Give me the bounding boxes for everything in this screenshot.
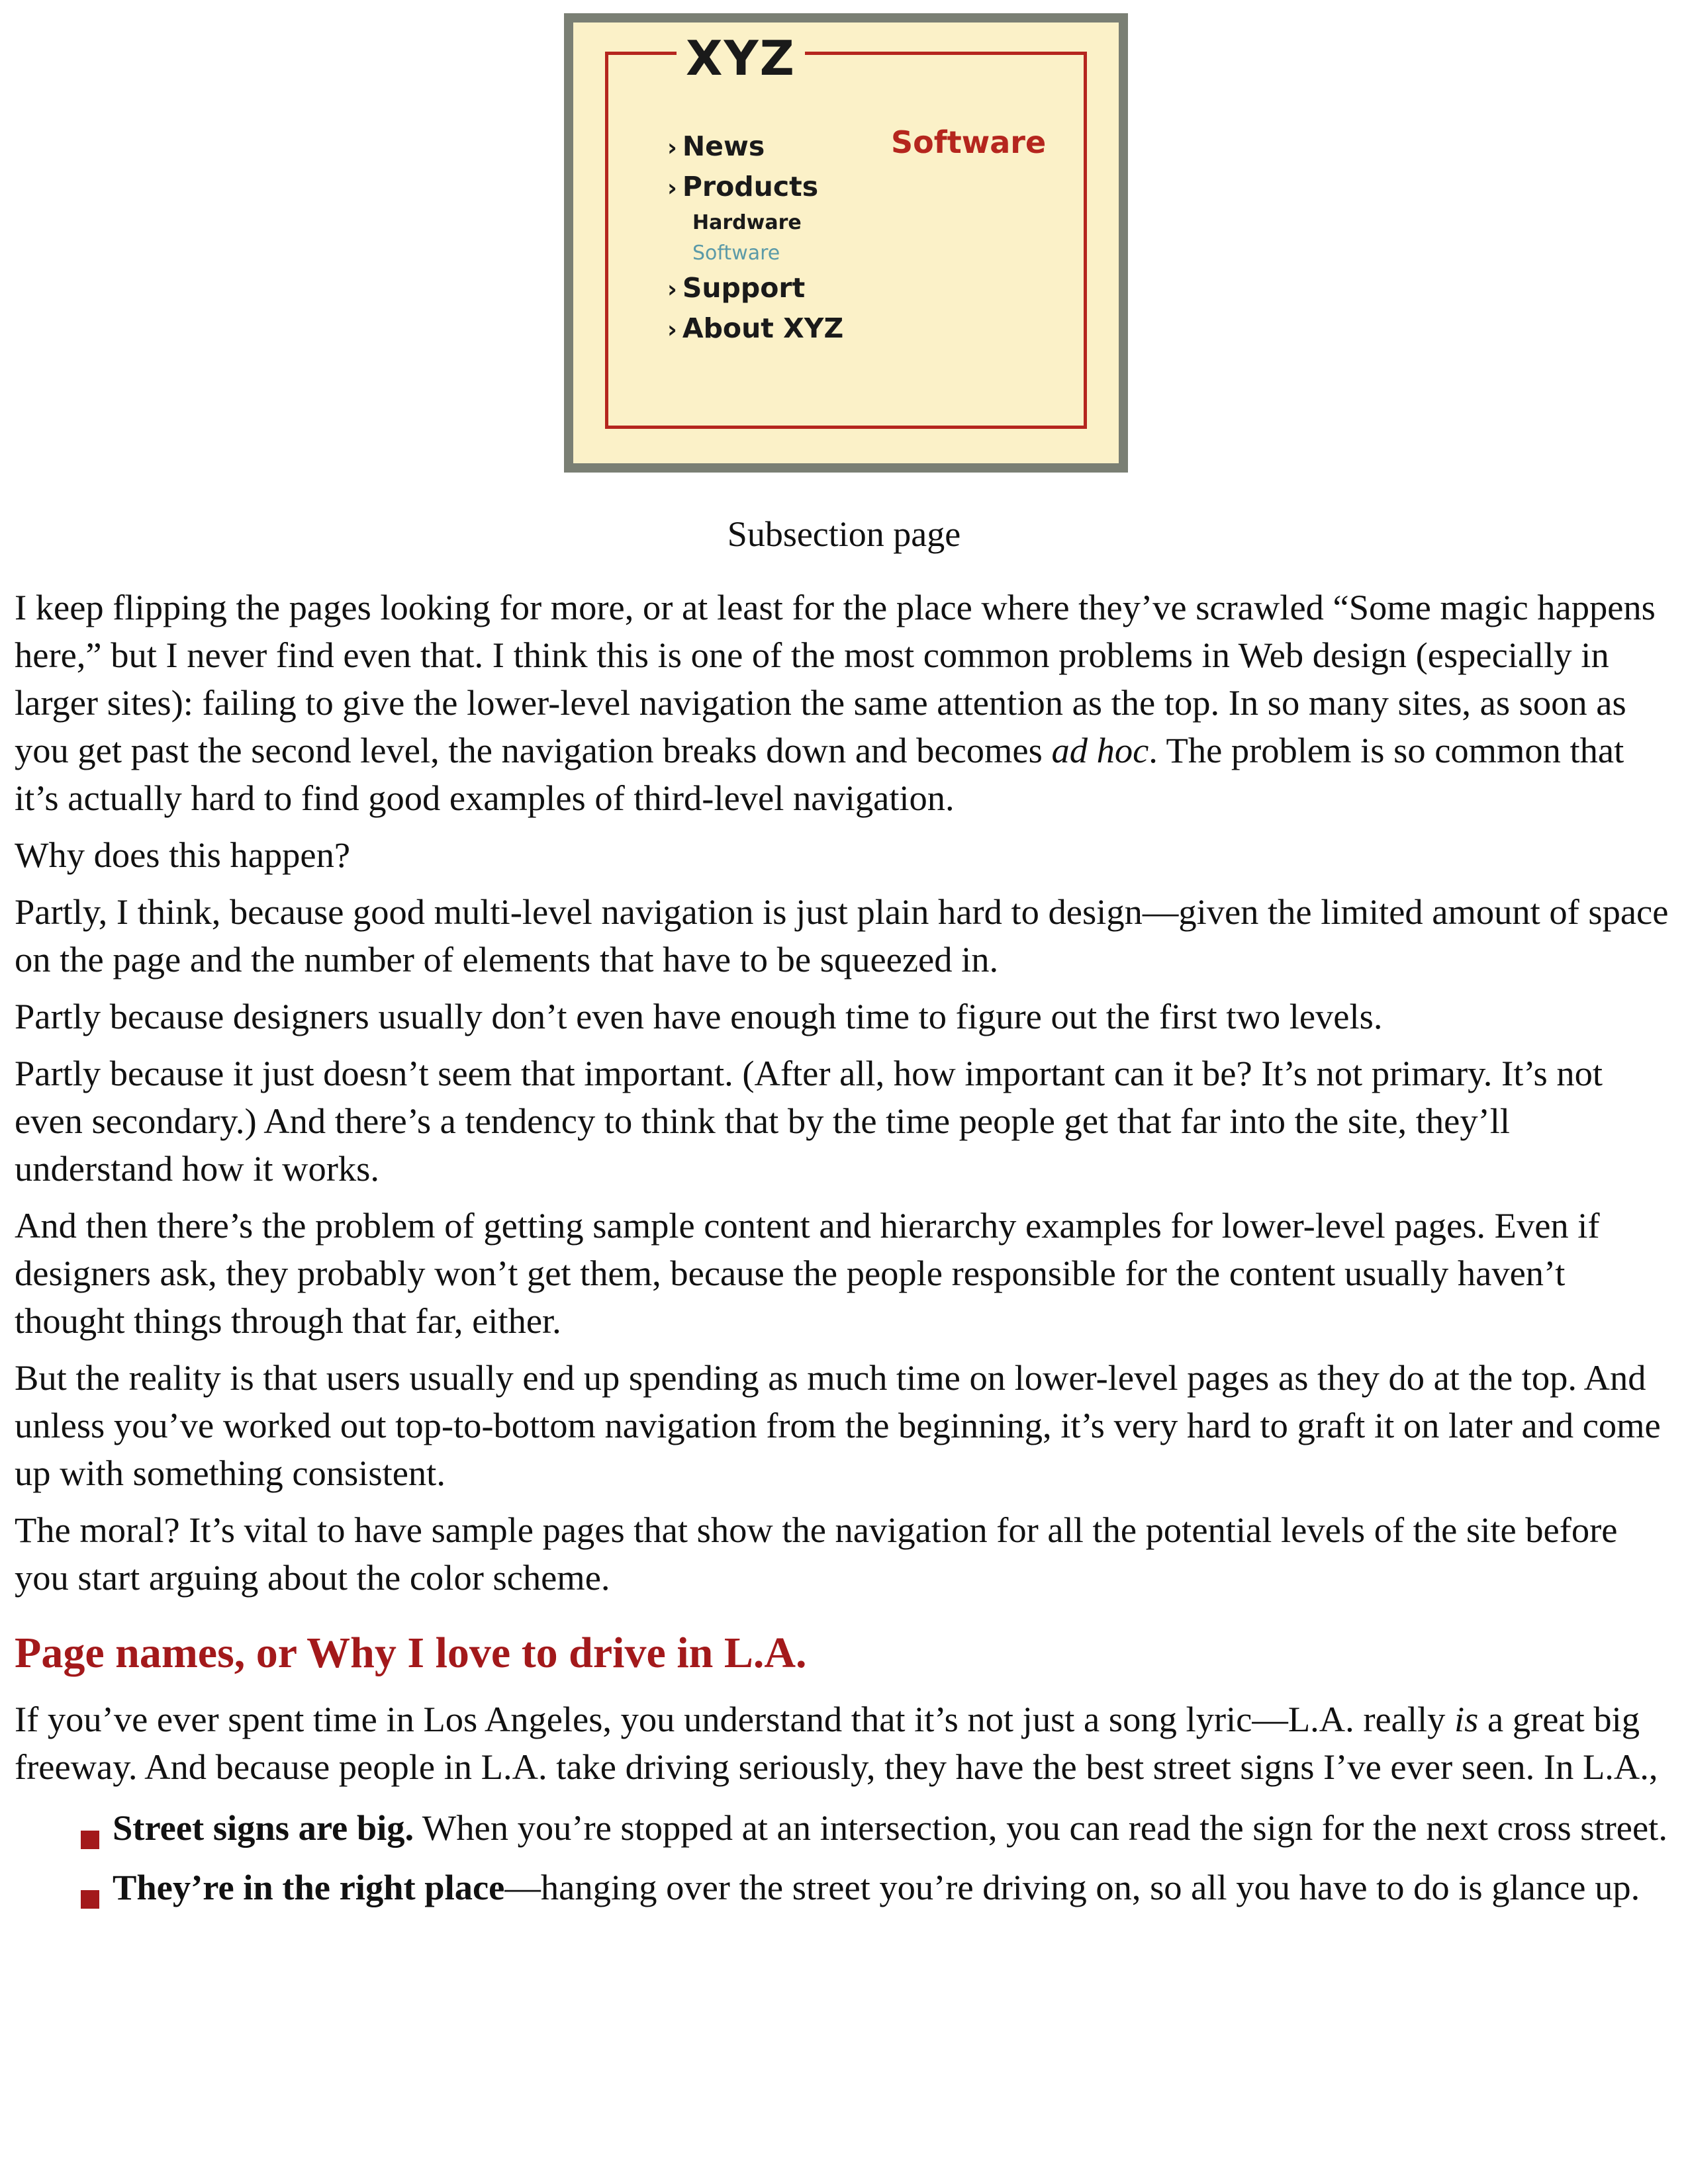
figure-nav — [667, 127, 843, 349]
figure-subsection-page — [564, 13, 1128, 473]
text-run: I keep flipping the pages looking for more, or at least for the place where they’ve scrawled “Some magic happens here,” but I never find even that. I think this is one of the most common problems in Web design (especially in larger sites): failing to give the lower-level navigation the same attention as the top. In so many sites, as soon as you get past the second level, the navigation breaks down and becomes — [15, 587, 1656, 770]
chevron-right-icon: › — [667, 175, 677, 202]
nav-label: News — [682, 130, 765, 162]
emphasis-text: is — [1454, 1699, 1479, 1739]
figure-page-heading: Software — [891, 124, 1047, 160]
paragraph: But the reality is that users usually end up spending as much time on lower-level pages as they do at the top. And unless you’ve worked out top-to-bottom navigation from the beginning, it’s very hard to graft it on later and come up with something consistent. — [15, 1357, 1661, 1493]
chevron-right-icon: › — [667, 316, 677, 343]
nav-label: Support — [682, 272, 806, 304]
nav-label: Products — [682, 171, 819, 203]
nav-item-news — [667, 127, 843, 167]
paragraph: The moral? It’s vital to have sample pages that show the navigation for all the potential levels of the site before you start arguing about the color scheme. — [15, 1510, 1618, 1598]
chevron-right-icon: › — [667, 134, 677, 161]
bullet-text: When you’re stopped at an intersection, you can read the sign for the next cross street. — [414, 1807, 1667, 1848]
nav-item-support — [667, 269, 843, 309]
xyz-logo: XYZ — [677, 34, 805, 82]
bullet-lead: Street signs are big. — [113, 1807, 414, 1848]
list-item — [15, 1804, 1669, 1852]
section-heading: Page names, or Why I love to drive in L.A. — [15, 1629, 807, 1677]
subnav-item-hardware: Hardware — [692, 211, 802, 234]
bullet-lead: They’re in the right place — [113, 1867, 505, 1907]
nav-label: About XYZ — [682, 312, 844, 344]
bullet-list — [15, 1804, 1669, 1911]
text-run: . The problem is so common that it’s actually hard to find good examples of third-level navigation. — [15, 730, 1624, 818]
figure-caption: Subsection page — [727, 514, 961, 554]
emphasis-text: ad hoc — [1051, 730, 1149, 770]
paragraph: Partly, I think, because good multi-level navigation is just plain hard to design—given the limited amount of space on the page and the number of elements that have to be squeezed in. — [15, 891, 1669, 979]
paragraph — [15, 1696, 1669, 1791]
body-text — [15, 584, 1669, 1923]
square-bullet-icon — [81, 1890, 99, 1909]
chevron-right-icon: › — [667, 276, 677, 303]
bullet-text: —hanging over the street you’re driving on, so all you have to do is glance up. — [504, 1867, 1640, 1907]
nav-item-about — [667, 309, 843, 349]
nav-item-products — [667, 167, 843, 208]
list-item — [15, 1864, 1669, 1911]
paragraph — [15, 584, 1669, 822]
paragraph: Why does this happen? — [15, 835, 351, 875]
text-run: If you’ve ever spent time in Los Angeles, you understand that it’s not just a song lyric—L.A. really — [15, 1699, 1455, 1739]
paragraph: Partly because it just doesn’t seem that important. (After all, how important can it be? It’s not primary. It’s not even secondary.) And there’s a tendency to think that by the time people get that far into the site, they’ll understand how it works. — [15, 1053, 1603, 1189]
paragraph: And then there’s the problem of getting sample content and hierarchy examples for lower-level pages. Even if designers ask, they probably won’t get them, because the people responsible for the content usually haven’t thought things through that far, either. — [15, 1205, 1600, 1341]
paragraph: Partly because designers usually don’t even have enough time to figure out the first two levels. — [15, 996, 1383, 1036]
square-bullet-icon — [81, 1831, 99, 1849]
figure-panel — [573, 23, 1119, 463]
text-run: a great big freeway. And because people in L.A. take driving seriously, they have the best street signs I’ve ever seen. In L.A., — [15, 1699, 1658, 1787]
subnav-item-software: Software — [692, 242, 780, 265]
